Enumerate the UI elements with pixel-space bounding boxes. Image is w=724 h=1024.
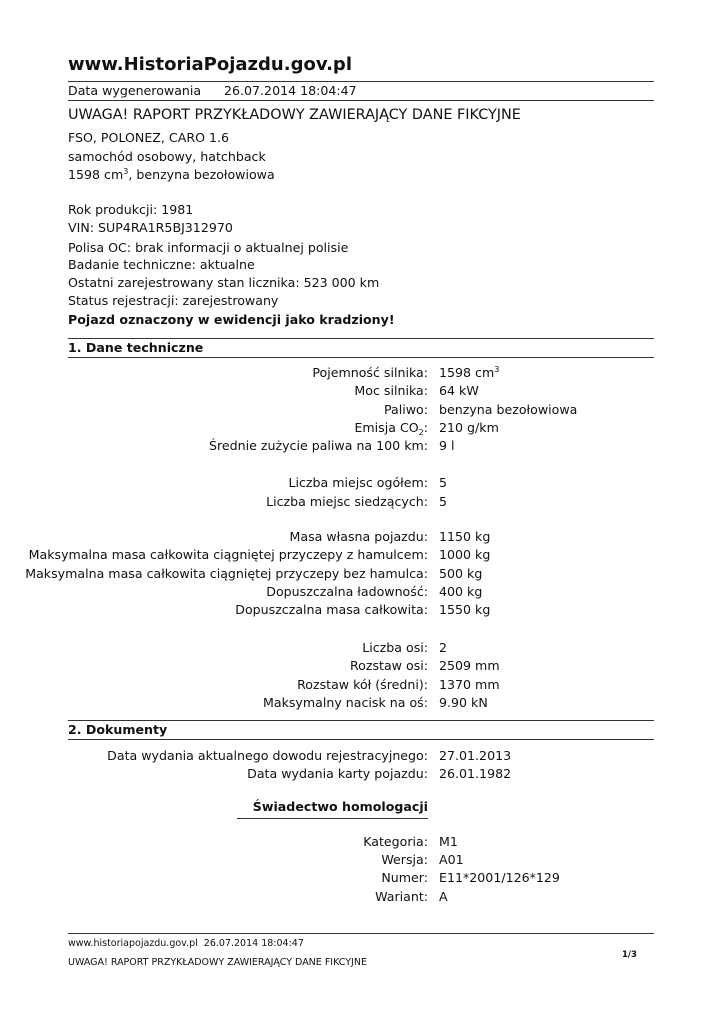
vin: VIN: SUP4RA1R5BJ312970 [68,220,233,235]
section1-divider-bottom [68,357,654,358]
spec-label [354,420,428,435]
spec-value: 500 kg [439,566,483,581]
engine-capacity-value: 1598 cm [439,365,495,380]
odometer: Ostatni zarejestrowany stan licznika: 523 000 km [68,275,380,290]
section2-divider-bottom [68,739,654,740]
homologation-label: Wariant: [375,889,428,904]
spec-value: 9 l [439,438,455,453]
spec-value: 1550 kg [439,602,491,617]
spec-value: 2 [439,640,448,655]
spec-label: Rozstaw kół (średni): [297,677,428,692]
document-label: Data wydania aktualnego dowodu rejestracyjnego: [107,748,428,763]
header-divider-top [68,81,654,82]
spec-value: 2509 mm [439,658,500,673]
vehicle-capacity-fuel [68,167,275,182]
generated-value: 26.07.2014 18:04:47 [224,83,357,98]
spec-value [439,365,499,380]
spec-label: Dopuszczalna ładowność: [266,584,428,599]
spec-value: 1150 kg [439,529,491,544]
spec-label: Rozstaw osi: [349,658,428,673]
emission-label-sub: 2 [418,428,424,437]
spec-value: 5 [439,475,448,490]
spec-value: benzyna bezołowiowa [439,402,578,417]
vehicle-model: FSO, POLONEZ, CARO 1.6 [68,130,230,145]
document-label: Data wydania karty pojazdu: [247,766,428,781]
spec-value: 400 kg [439,584,483,599]
capacity-unit-sup: 3 [123,167,129,176]
spec-label: Średnie zużycie paliwa na 100 km: [209,438,428,453]
spec-label: Liczba osi: [362,640,428,655]
vehicle-type: samochód osobowy, hatchback [68,149,266,164]
inspection-status: Badanie techniczne: aktualne [68,257,255,272]
spec-value: 1370 mm [439,677,500,692]
document-value: 27.01.2013 [439,748,512,763]
spec-label: Liczba miejsc siedzących: [266,494,428,509]
header-divider-bottom [68,100,654,101]
homologation-value: A01 [439,852,464,867]
spec-label: Maksymalny nacisk na oś: [262,695,428,710]
section2-title: 2. Dokumenty [68,722,168,737]
stolen-notice: Pojazd oznaczony w ewidencji jako kradziony! [68,312,395,327]
generated-label: Data wygenerowania [68,83,202,98]
sample-warning: UWAGA! RAPORT PRZYKŁADOWY ZAWIERAJĄCY DANE FIKCYJNE [68,107,521,123]
page-number: 1/3 [622,950,637,960]
homologation-underline [237,818,428,819]
section2-divider-top [68,720,654,721]
spec-label: Maksymalna masa całkowita ciągniętej przyczepy bez hamulca: [25,566,428,581]
emission-label-colon: : [423,420,428,435]
homologation-label: Kategoria: [363,834,428,849]
document-value: 26.01.1982 [439,766,512,781]
emission-label-text: Emisja CO [354,420,419,435]
homologation-label: Wersja: [381,852,428,867]
spec-value: 210 g/km [439,420,499,435]
homologation-value: A [439,889,448,904]
spec-label: Maksymalna masa całkowita ciągniętej przyczepy z hamulcem: [28,547,428,562]
production-year: Rok produkcji: 1981 [68,202,194,217]
spec-label: Paliwo: [384,402,428,417]
homologation-value: E11*2001/126*129 [439,870,560,885]
capacity-value: 1598 cm [68,167,124,182]
spec-label: Moc silnika: [354,383,428,398]
homologation-value: M1 [439,834,458,849]
footer-warning: UWAGA! RAPORT PRZYKŁADOWY ZAWIERAJĄCY DANE FIKCYJNE [68,957,367,968]
fuel-value: , benzyna bezołowiowa [128,167,275,182]
homologation-label: Numer: [381,870,428,885]
spec-value: 5 [439,494,448,509]
footer-site-date: www.historiapojazdu.gov.pl 26.07.2014 18:04:47 [68,938,304,949]
site-title: www.HistoriaPojazdu.gov.pl [68,54,352,75]
spec-value: 1000 kg [439,547,491,562]
spec-value: 9.90 kN [439,695,488,710]
homologation-title: Świadectwo homologacji [252,799,428,814]
section1-title: 1. Dane techniczne [68,340,204,355]
spec-label: Masa własna pojazdu: [289,529,428,544]
engine-capacity-sup: 3 [494,365,500,374]
spec-label: Pojemność silnika: [312,365,428,380]
spec-label: Dopuszczalna masa całkowita: [235,602,428,617]
spec-value: 64 kW [439,383,479,398]
footer-divider [68,933,654,934]
insurance-status: Polisa OC: brak informacji o aktualnej polisie [68,240,349,255]
registration-status: Status rejestracji: zarejestrowany [68,293,279,308]
spec-label: Liczba miejsc ogółem: [288,475,428,490]
section1-divider-top [68,338,654,339]
